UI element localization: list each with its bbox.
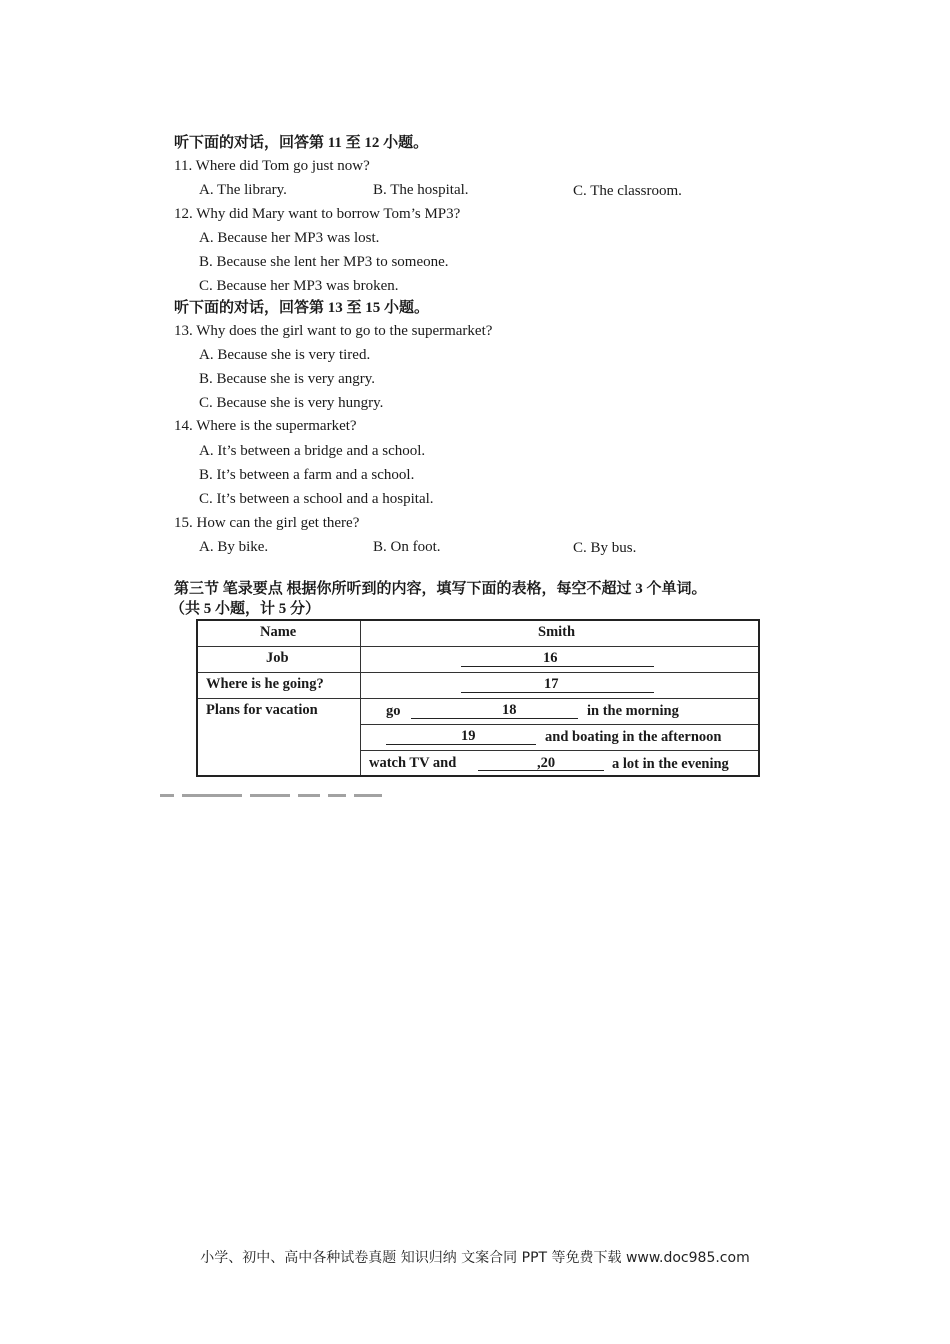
plans-label: Plans for vacation — [206, 702, 318, 718]
section-b-instruction: 听下面的对话，回答第 13 至 15 小题。 — [174, 300, 430, 316]
name-value: Smith — [538, 624, 576, 640]
name-label: Name — [260, 624, 297, 640]
table-row-divider — [198, 698, 758, 699]
plan-2-suffix: and boating in the afternoon — [545, 729, 722, 745]
blank-18-line — [411, 718, 578, 719]
question-13-option-c: C. Because she is very hungry. — [199, 395, 384, 411]
question-15-option-a: A. By bike. — [199, 539, 269, 555]
section-three-title: 第三节 笔录要点 根据你所听到的内容，填写下面的表格，每空不超过 3 个单词。 — [174, 581, 707, 597]
blank-20-number: ,20 — [537, 755, 556, 771]
question-11-option-c: C. The classroom. — [573, 183, 682, 199]
question-12-stem: 12. Why did Mary want to borrow Tom’s MP3? — [174, 206, 461, 222]
question-14-option-b: B. It’s between a farm and a school. — [199, 467, 415, 483]
table-row-divider — [361, 724, 758, 725]
question-13-option-a: A. Because she is very tired. — [199, 347, 371, 363]
question-11-option-a: A. The library. — [199, 182, 287, 198]
question-15-stem: 15. How can the girl get there? — [174, 515, 360, 531]
blank-19-number: 19 — [461, 728, 476, 744]
table-row-divider — [361, 750, 758, 751]
plan-3-suffix: a lot in the evening — [612, 756, 729, 772]
blank-16-line — [461, 666, 654, 667]
plan-1-suffix: in the morning — [587, 703, 679, 719]
question-15-option-c: C. By bus. — [573, 540, 637, 556]
plan-3-prefix: watch TV and — [369, 755, 457, 771]
question-14-option-a: A. It’s between a bridge and a school. — [199, 443, 426, 459]
job-label: Job — [266, 650, 289, 666]
question-11-option-b: B. The hospital. — [373, 182, 469, 198]
table-column-divider — [360, 621, 361, 775]
question-12-option-c: C. Because her MP3 was broken. — [199, 278, 399, 294]
question-14-option-c: C. It’s between a school and a hospital. — [199, 491, 434, 507]
question-11-stem: 11. Where did Tom go just now? — [174, 158, 370, 174]
question-12-option-b: B. Because she lent her MP3 to someone. — [199, 254, 449, 270]
plan-1-prefix: go — [386, 703, 401, 719]
table-row-divider — [198, 672, 758, 673]
table-row-divider — [198, 646, 758, 647]
note-table — [196, 619, 760, 777]
page-footer: 小学、初中、高中各种试卷真题 知识归纳 文案合同 PPT 等免费下载 www.doc985.com — [200, 1250, 750, 1266]
blank-18-number: 18 — [502, 702, 517, 718]
question-13-stem: 13. Why does the girl want to go to the supermarket? — [174, 323, 493, 339]
where-label: Where is he going? — [206, 676, 324, 692]
section-three-subtitle: （共 5 小题，计 5 分） — [170, 601, 321, 617]
question-13-option-b: B. Because she is very angry. — [199, 371, 376, 387]
cropped-text-fragment — [160, 794, 490, 804]
question-15-option-b: B. On foot. — [373, 539, 441, 555]
blank-16-number: 16 — [543, 650, 558, 666]
section-a-instruction: 听下面的对话，回答第 11 至 12 小题。 — [174, 135, 429, 151]
question-12-option-a: A. Because her MP3 was lost. — [199, 230, 380, 246]
question-14-stem: 14. Where is the supermarket? — [174, 418, 357, 434]
blank-17-number: 17 — [544, 676, 559, 692]
